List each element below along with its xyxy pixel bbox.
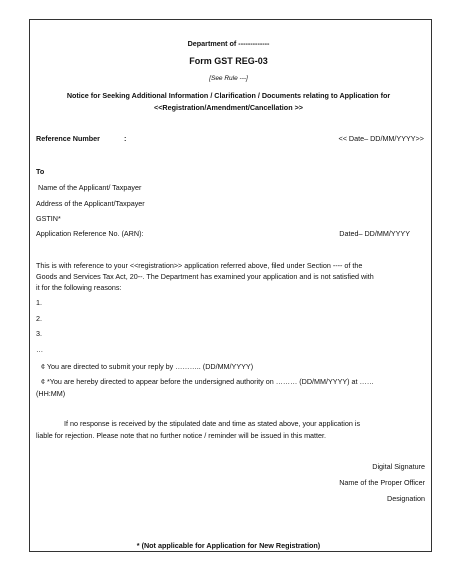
intro-line-3: it for the following reasons: [36,283,122,292]
intro-line-2: Goods and Services Tax Act, 20--. The Department has examined your application and is not satisfied with [36,272,374,281]
proper-officer-label: Name of the Proper Officer [339,478,425,487]
footnote: * (Not applicable for Application for New Registration) [136,541,321,550]
rule-reference: [See Rule ---] [209,75,248,82]
applicant-name: Name of the Applicant/ Taxpayer [38,183,142,192]
reply-directive: ¢ You are directed to submit your reply by ……….. (DD/MM/YYYY) [41,362,254,371]
reason-item-more: … [36,345,44,354]
reference-number-label: Reference Number [36,134,100,143]
digital-signature-label: Digital Signature [372,462,425,471]
applicant-address: Address of the Applicant/Taxpayer [36,199,145,208]
arn-label: Application Reference No. (ARN): [36,229,144,238]
warning-line-2: liable for rejection. Please note that no further notice / reminder will be issued in this matter. [36,431,327,440]
department-heading: Department of ------------- [187,39,270,48]
reason-item-1: 1. [36,298,42,307]
gstin-label: GSTIN* [36,214,61,223]
form-title: Form GST REG-03 [189,56,268,66]
to-label: To [36,167,45,176]
notice-title-line2: <<Registration/Amendment/Cancellation >> [154,103,303,112]
arn-dated: Dated– DD/MM/YYYY [339,229,410,238]
designation-label: Designation [387,494,425,503]
reference-colon: : [124,134,127,143]
intro-line-1: This is with reference to your <<registration>> application referred above, filed under Section ---- of the [36,261,363,270]
notice-title-line1: Notice for Seeking Additional Information / Clarification / Documents relating to Application for [66,91,391,100]
reference-date: << Date– DD/MM/YYYY>> [338,134,424,143]
reason-item-3: 3. [36,329,42,338]
appearance-directive-line2: (HH:MM) [36,389,66,398]
warning-line-1: If no response is received by the stipulated date and time as stated above, your application is [64,419,361,428]
appearance-directive-line1: ¢ *You are hereby directed to appear before the undersigned authority on ……… (DD/MM/YYYY) at …… [41,377,374,386]
reason-item-2: 2. [36,314,42,323]
